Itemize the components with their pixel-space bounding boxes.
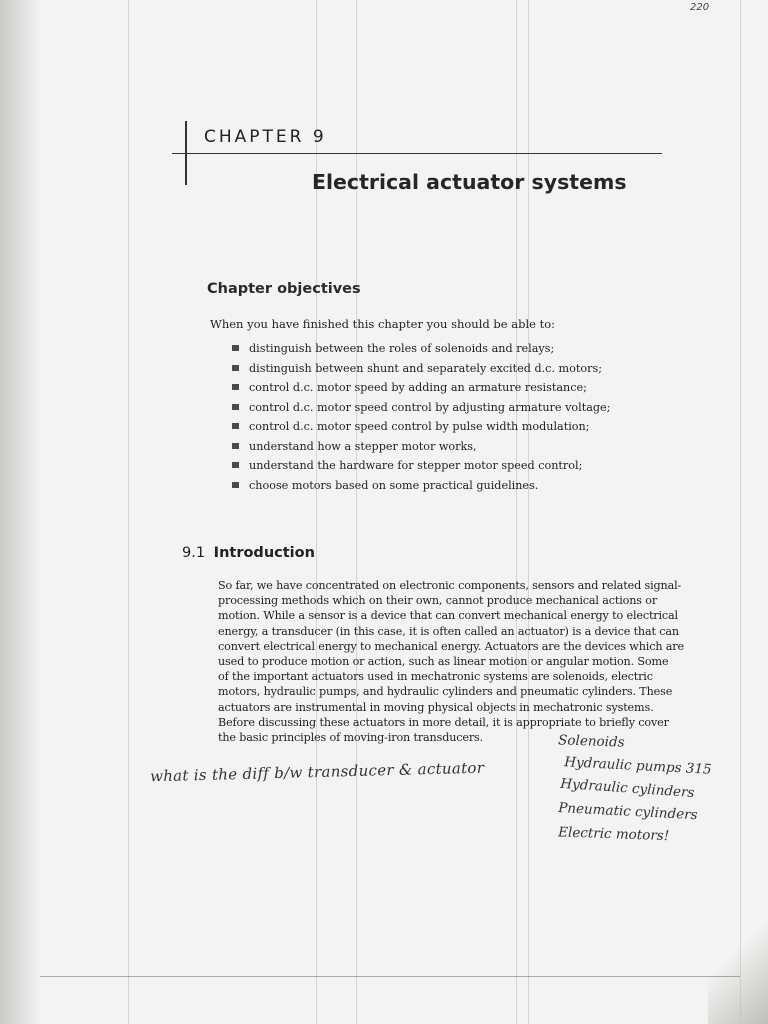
objective-item <box>232 342 610 362</box>
scan-streak <box>128 0 129 1024</box>
scan-edge-line <box>40 976 740 977</box>
square-bullet-icon <box>232 482 239 488</box>
objectives-list <box>232 342 610 498</box>
handwritten-note: Electric motors! <box>557 824 670 845</box>
paragraph-line: Before discussing these actuators in more detail, it is appropriate to briefly cover <box>218 715 669 729</box>
handwritten-note: Pneumatic cylinders <box>557 799 698 824</box>
page-fold-shadow <box>0 0 40 1024</box>
objective-item <box>232 459 610 479</box>
paragraph-line: the basic principles of moving-iron transducers. <box>218 730 484 744</box>
objective-text: control d.c. motor speed control by adjusting armature voltage; <box>249 400 611 414</box>
paragraph-line: of the important actuators used in mechatronic systems are solenoids, electric <box>218 670 653 684</box>
objectives-intro: When you have finished this chapter you should be able to: <box>210 317 556 331</box>
chapter-label: CHAPTER 9 <box>204 127 327 147</box>
paragraph-line: processing methods which on their own, cannot produce mechanical actions or <box>218 594 658 608</box>
objective-item <box>232 420 610 440</box>
square-bullet-icon <box>232 345 239 351</box>
objective-item <box>232 362 610 382</box>
paragraph-line: convert electrical energy to mechanical energy. Actuators are the devices which are <box>218 639 684 653</box>
objective-text: distinguish between the roles of solenoids and relays; <box>249 342 555 355</box>
paragraph-line: used to produce motion or action, such as linear motion or angular motion. Some <box>218 654 669 668</box>
objective-item <box>232 401 610 421</box>
objective-item <box>232 440 610 460</box>
objective-text: distinguish between shunt and separately excited d.c. motors; <box>249 361 602 375</box>
chapter-title: Electrical actuator systems <box>312 170 627 194</box>
square-bullet-icon <box>232 443 239 449</box>
objective-item <box>232 381 610 401</box>
section-title: Introduction <box>213 545 315 561</box>
objective-text: control d.c. motor speed control by pulse width modulation; <box>249 420 590 433</box>
objective-text: understand the hardware for stepper motor speed control; <box>249 459 583 472</box>
introduction-paragraph <box>218 578 684 745</box>
paragraph-line: actuators are instrumental in moving physical objects in mechatronic systems. <box>218 700 654 714</box>
square-bullet-icon <box>232 423 239 429</box>
chapter-rule <box>172 153 662 154</box>
scan-streak <box>740 0 741 1024</box>
paragraph-line: motors, hydraulic pumps, and hydraulic cylinders and pneumatic cylinders. These <box>218 685 673 699</box>
paragraph-line: So far, we have concentrated on electronic components, sensors and related signal- <box>218 579 682 592</box>
objective-text: choose motors based on some practical guidelines. <box>249 478 539 492</box>
objective-text: control d.c. motor speed by adding an armature resistance; <box>249 381 587 394</box>
square-bullet-icon <box>232 384 239 390</box>
square-bullet-icon <box>232 365 239 371</box>
objective-text: understand how a stepper motor works, <box>249 439 477 453</box>
section-number: 9.1 <box>182 545 206 561</box>
handwritten-note: Hydraulic cylinders <box>559 775 695 802</box>
objectives-heading: Chapter objectives <box>207 281 361 297</box>
page-corner-curl <box>708 904 768 1024</box>
square-bullet-icon <box>232 462 239 468</box>
handwritten-note: Solenoids <box>557 732 625 751</box>
paragraph-line: energy, a transducer (in this case, it is often called an actuator) is a device that can <box>218 624 679 638</box>
handwritten-note: Hydraulic pumps 315 <box>563 754 713 778</box>
page-number: 220 <box>690 2 710 13</box>
square-bullet-icon <box>232 404 239 410</box>
objective-item <box>232 479 610 499</box>
handwritten-actuator-list <box>557 732 713 850</box>
section-heading <box>182 545 315 561</box>
paragraph-line: motion. While a sensor is a device that can convert mechanical energy to electrical <box>218 609 678 623</box>
handwritten-question: what is the diff b/w transducer & actuator <box>149 758 485 786</box>
